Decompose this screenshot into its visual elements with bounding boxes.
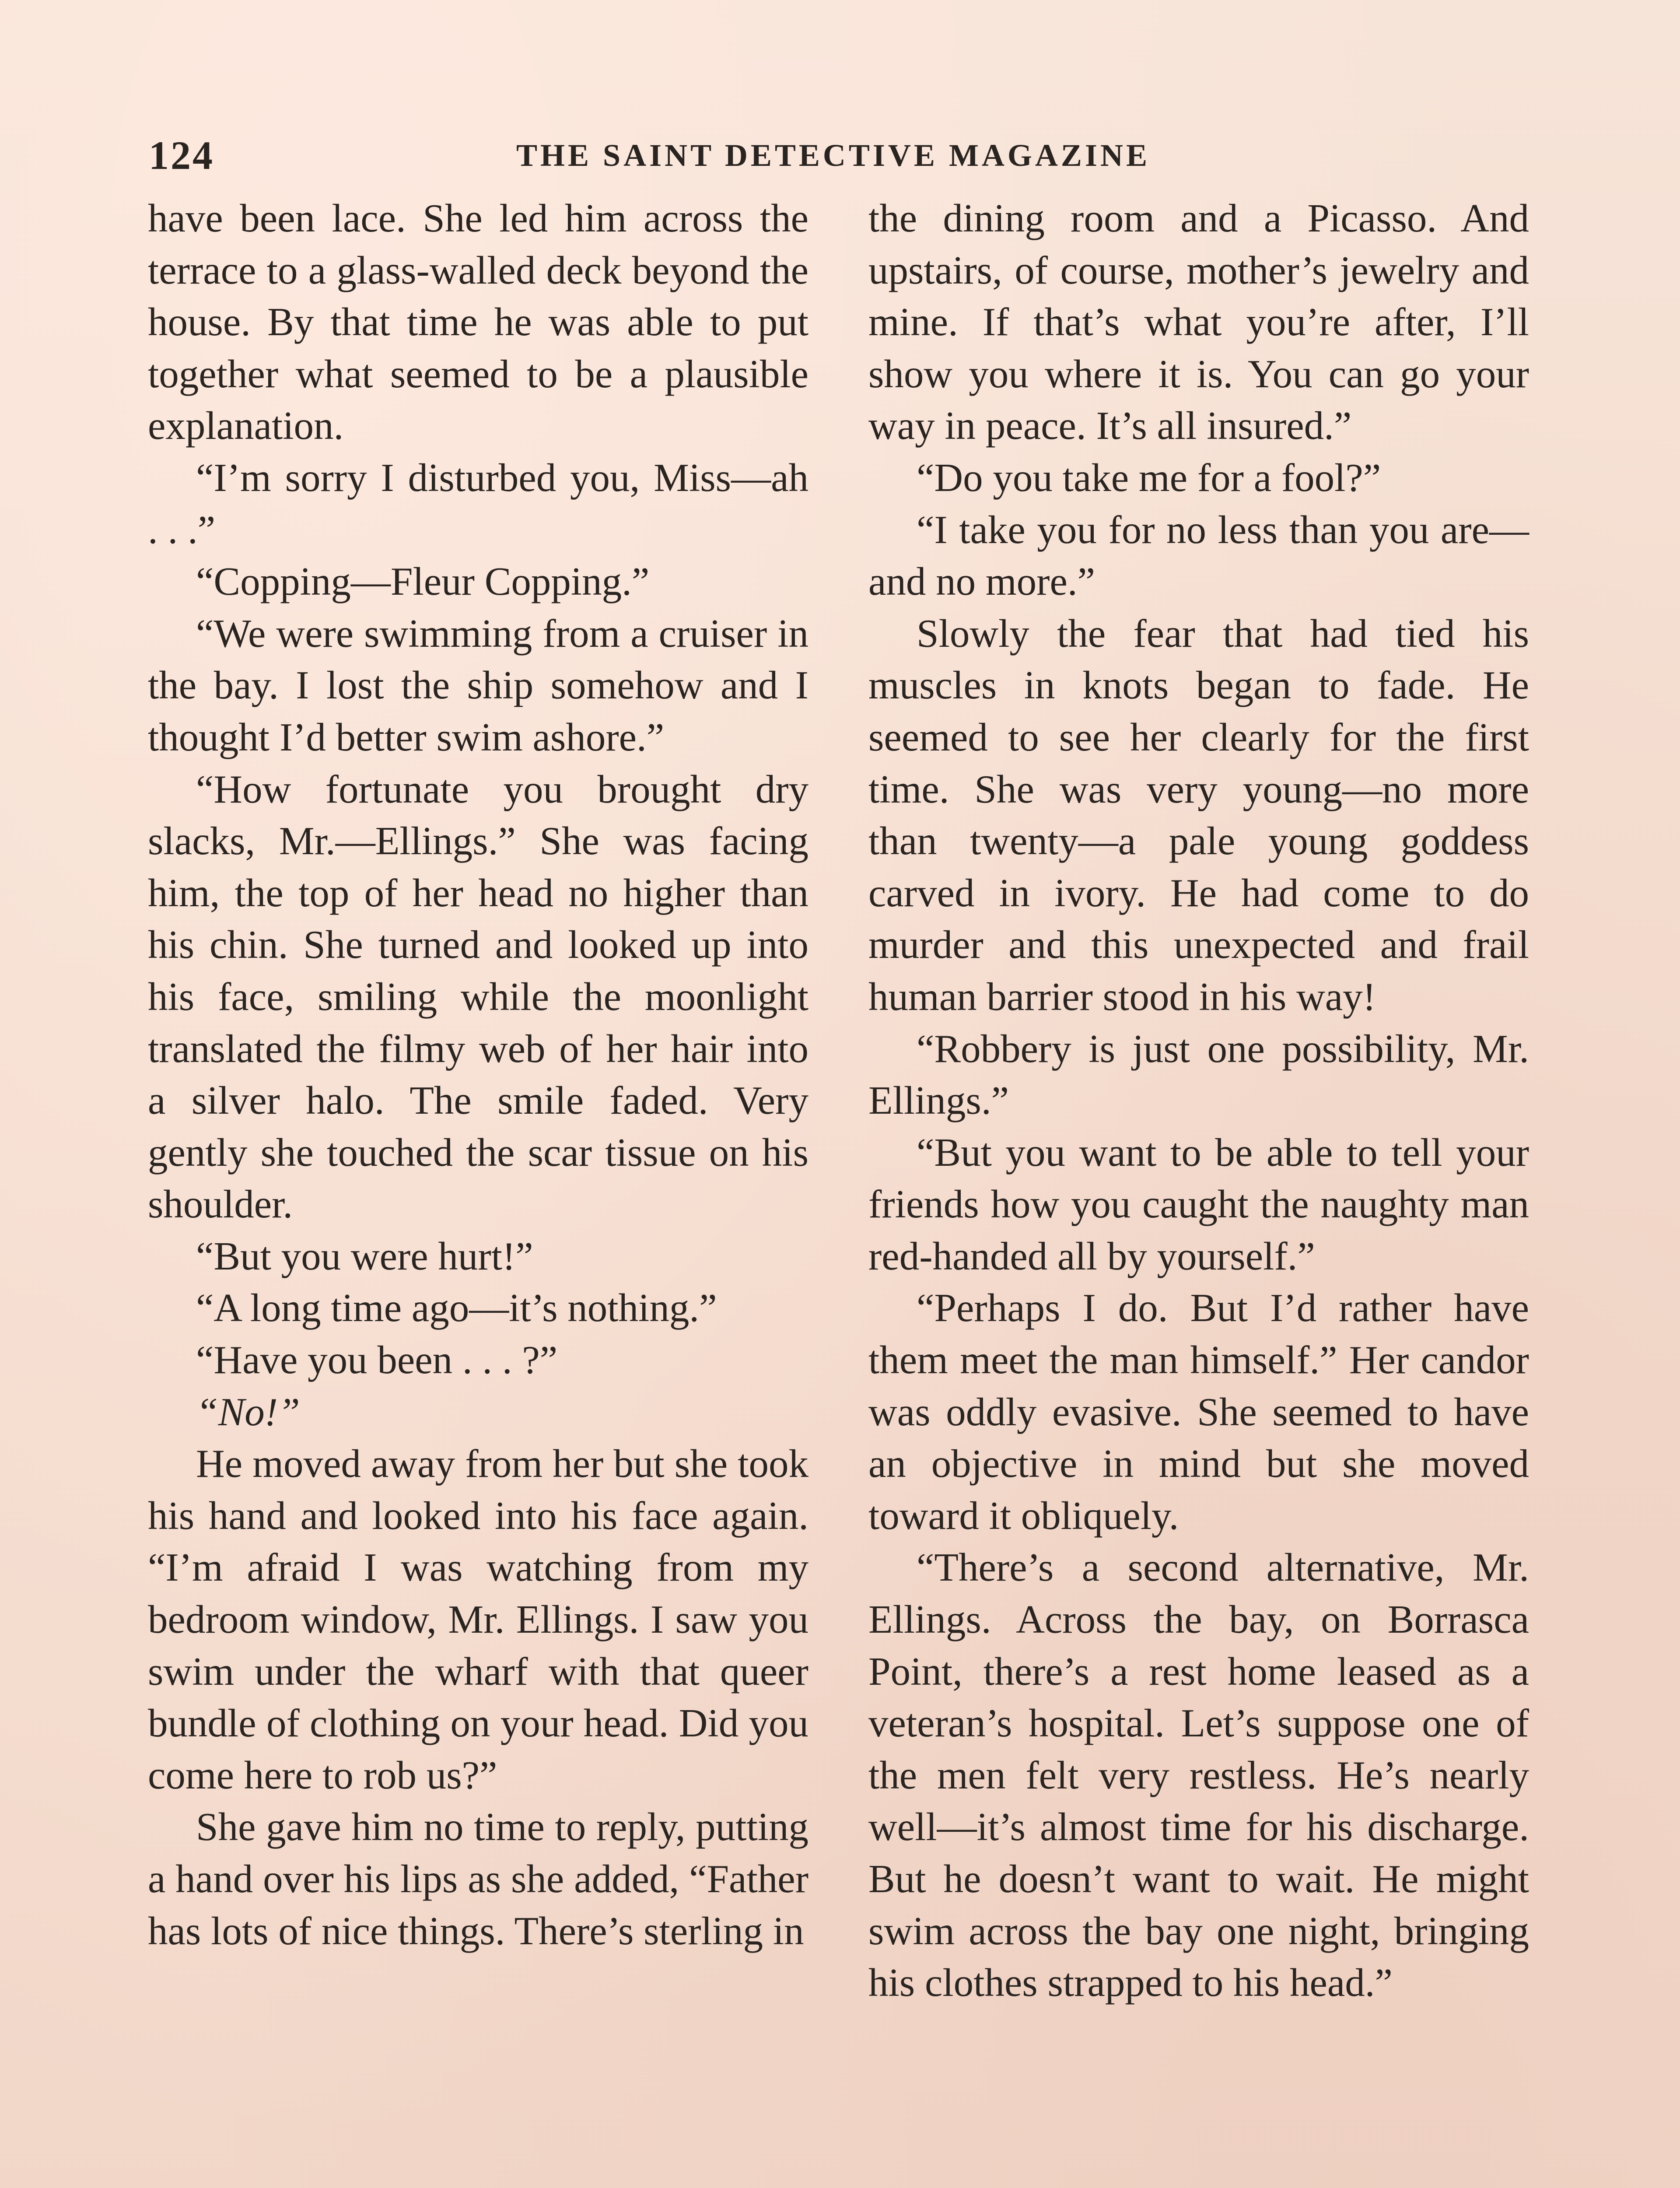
- paragraph: Slowly the fear that had tied his muscles in knots began to fade. He seemed to see her clearly for the first time. She was very young—no more than twenty—a pale young goddess carved in ivory. He had come to do murder and this unexpected and frail human barrier stood in his way!: [868, 611, 1529, 1019]
- paragraph: “Perhaps I do. But I’d rather have them meet the man himself.” Her candor was oddly evasive. She seemed to have an objective in mind but she moved toward it obliquely.: [868, 1286, 1529, 1538]
- paragraph: “There’s a second alternative, Mr. Ellings. Across the bay, on Borrasca Point, there’s a rest home leased as a veteran’s hospital. Let’s suppose one of the men felt very restless. He’s nearly well—it’s almost time for his discharge. But he doesn’t want to wait. He might swim across the bay one night, bringing his clothes strapped to his head.”: [868, 1545, 1529, 2005]
- left-column: [148, 193, 808, 1957]
- paragraph: “A long time ago—it’s nothing.”: [196, 1286, 717, 1330]
- paragraph: “Have you been . . . ?”: [196, 1338, 558, 1382]
- paragraph: “I take you for no less than you are—and no more.”: [868, 507, 1529, 604]
- paragraph: “Robbery is just one possibility, Mr. Ellings.”: [868, 1026, 1529, 1123]
- italic-text: “No!”: [196, 1389, 300, 1434]
- running-title: THE SAINT DETECTIVE MAGAZINE: [516, 138, 1150, 173]
- paragraph: have been lace. She led him across the terrace to a glass-walled deck beyond the house. By that time he was able to put together what seemed to be a plausible explanation.: [148, 196, 808, 448]
- page-number: 124: [149, 133, 214, 178]
- paragraph: the dining room and a Picasso. And upstairs, of course, mother’s jewelry and mine. If that’s what you’re after, I’ll show you where it is. You can go your way in peace. It’s all insured.”: [868, 196, 1529, 448]
- paragraph: “Copping—Fleur Copping.”: [196, 559, 650, 604]
- paragraph: He moved away from her but she took his hand and looked into his face again. “I’m afraid I was watching from my bedroom window, Mr. Ellings. I saw you swim under the wharf with that queer bundle of clothing on your head. Did you come here to rob us?”: [148, 1441, 808, 1797]
- paragraph: “But you want to be able to tell your friends how you caught the naughty man red-handed all by yourself.”: [868, 1130, 1529, 1278]
- paragraph: “But you were hurt!”: [196, 1234, 533, 1278]
- paragraph: “I’m sorry I disturbed you, Miss—ah . . .”: [148, 455, 808, 552]
- page-header: [149, 131, 1531, 179]
- paragraph: “How fortunate you brought dry slacks, Mr.—Ellings.” She was facing him, the top of her head no higher than his chin. She turned and looked up into his face, smiling while the moonlight translated the filmy web of her hair into a silver halo. The smile faded. Very gently she touched the scar tissue on his shoulder.: [148, 767, 808, 1227]
- paragraph-italic: [148, 1386, 808, 1438]
- right-column: [868, 193, 1529, 2009]
- paragraph: She gave him no time to reply, putting a hand over his lips as she added, “Father has lots of nice things. There’s sterling in: [148, 1805, 808, 1953]
- paragraph: “We were swimming from a cruiser in the bay. I lost the ship somehow and I thought I’d better swim ashore.”: [148, 611, 808, 759]
- paragraph: “Do you take me for a fool?”: [917, 455, 1381, 500]
